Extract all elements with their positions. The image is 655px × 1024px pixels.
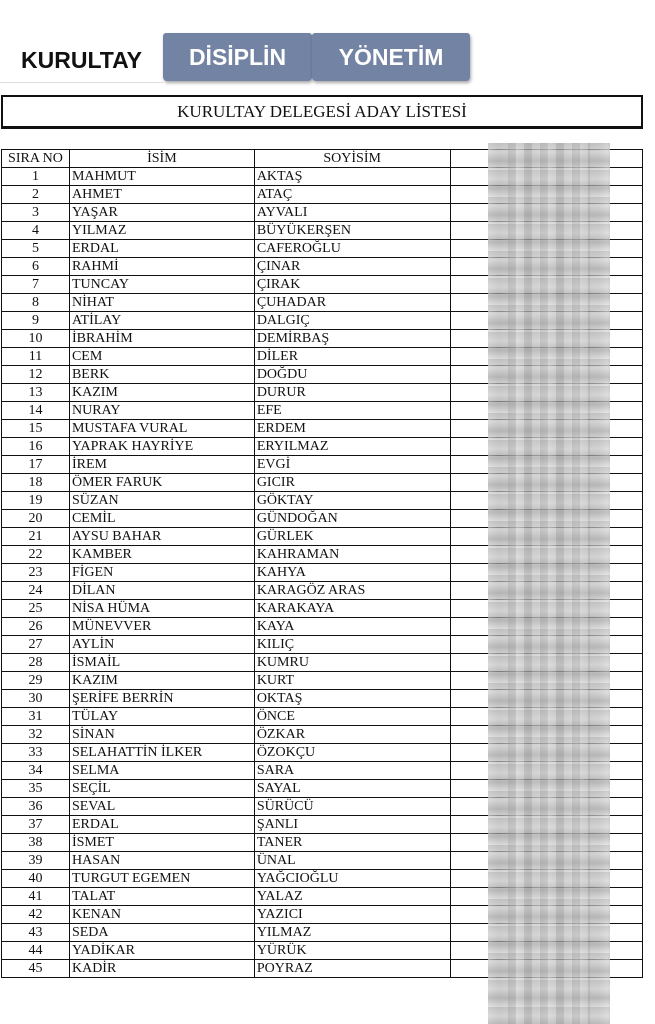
surname-cell: YILMAZ (254, 924, 450, 942)
first-name-cell: YAŞAR (69, 204, 254, 222)
row-number: 36 (2, 798, 70, 816)
surname-cell: ÖZOKÇU (254, 744, 450, 762)
row-number: 9 (2, 312, 70, 330)
surname-cell: KARAGÖZ ARAS (254, 582, 450, 600)
surname-cell: CAFEROĞLU (254, 240, 450, 258)
first-name-cell: AYLİN (69, 636, 254, 654)
surname-cell: ÇIRAK (254, 276, 450, 294)
surname-cell: KURT (254, 672, 450, 690)
surname-cell: EVGİ (254, 456, 450, 474)
first-name-cell: HASAN (69, 852, 254, 870)
surname-cell: TANER (254, 834, 450, 852)
surname-cell: KARAKAYA (254, 600, 450, 618)
surname-cell: GÜRLEK (254, 528, 450, 546)
row-number: 22 (2, 546, 70, 564)
first-name-cell: KAMBER (69, 546, 254, 564)
first-name-cell: ATİLAY (69, 312, 254, 330)
surname-cell: ÖNCE (254, 708, 450, 726)
tab-disiplin[interactable]: DİSİPLİN (163, 33, 312, 81)
first-name-cell: AHMET (69, 186, 254, 204)
surname-cell: ERDEM (254, 420, 450, 438)
first-name-cell: SEVAL (69, 798, 254, 816)
surname-cell: ÇUHADAR (254, 294, 450, 312)
row-number: 43 (2, 924, 70, 942)
column-header-surname: SOYİSİM (254, 150, 450, 168)
row-number: 6 (2, 258, 70, 276)
surname-cell: KAHYA (254, 564, 450, 582)
first-name-cell: TÜLAY (69, 708, 254, 726)
first-name-cell: KAZIM (69, 672, 254, 690)
first-name-cell: ERDAL (69, 816, 254, 834)
first-name-cell: SÜZAN (69, 492, 254, 510)
first-name-cell: YILMAZ (69, 222, 254, 240)
row-number: 40 (2, 870, 70, 888)
row-number: 27 (2, 636, 70, 654)
surname-cell: YAĞCIOĞLU (254, 870, 450, 888)
row-number: 42 (2, 906, 70, 924)
row-number: 31 (2, 708, 70, 726)
first-name-cell: SELMA (69, 762, 254, 780)
row-number: 2 (2, 186, 70, 204)
row-number: 19 (2, 492, 70, 510)
document-title: KURULTAY DELEGESİ ADAY LİSTESİ (1, 95, 643, 129)
surname-cell: ÇINAR (254, 258, 450, 276)
row-number: 1 (2, 168, 70, 186)
redacted-region (488, 143, 610, 1024)
first-name-cell: TUNCAY (69, 276, 254, 294)
surname-cell: YALAZ (254, 888, 450, 906)
row-number: 10 (2, 330, 70, 348)
first-name-cell: SİNAN (69, 726, 254, 744)
surname-cell: BÜYÜKERŞEN (254, 222, 450, 240)
row-number: 8 (2, 294, 70, 312)
row-number: 20 (2, 510, 70, 528)
first-name-cell: KAZIM (69, 384, 254, 402)
row-number: 21 (2, 528, 70, 546)
row-number: 12 (2, 366, 70, 384)
row-number: 44 (2, 942, 70, 960)
first-name-cell: NİSA HÜMA (69, 600, 254, 618)
row-number: 41 (2, 888, 70, 906)
row-number: 28 (2, 654, 70, 672)
first-name-cell: CEMİL (69, 510, 254, 528)
first-name-cell: İSMAİL (69, 654, 254, 672)
surname-cell: DALGIÇ (254, 312, 450, 330)
surname-cell: KAYA (254, 618, 450, 636)
surname-cell: DİLER (254, 348, 450, 366)
column-header-no: SIRA NO (2, 150, 70, 168)
first-name-cell: YAPRAK HAYRİYE (69, 438, 254, 456)
surname-cell: GÖKTAY (254, 492, 450, 510)
row-number: 30 (2, 690, 70, 708)
surname-cell: POYRAZ (254, 960, 450, 978)
row-number: 33 (2, 744, 70, 762)
surname-cell: ATAÇ (254, 186, 450, 204)
surname-cell: ERYILMAZ (254, 438, 450, 456)
row-number: 18 (2, 474, 70, 492)
column-header-name: İSİM (69, 150, 254, 168)
surname-cell: DOĞDU (254, 366, 450, 384)
surname-cell: KUMRU (254, 654, 450, 672)
first-name-cell: NURAY (69, 402, 254, 420)
first-name-cell: AYSU BAHAR (69, 528, 254, 546)
surname-cell: AKTAŞ (254, 168, 450, 186)
first-name-cell: İBRAHİM (69, 330, 254, 348)
surname-cell: YÜRÜK (254, 942, 450, 960)
row-number: 39 (2, 852, 70, 870)
tab-kurultay[interactable]: KURULTAY (0, 39, 163, 83)
first-name-cell: SEÇİL (69, 780, 254, 798)
row-number: 7 (2, 276, 70, 294)
row-number: 23 (2, 564, 70, 582)
row-number: 11 (2, 348, 70, 366)
row-number: 4 (2, 222, 70, 240)
first-name-cell: NİHAT (69, 294, 254, 312)
surname-cell: ÖZKAR (254, 726, 450, 744)
first-name-cell: MAHMUT (69, 168, 254, 186)
row-number: 26 (2, 618, 70, 636)
surname-cell: ÜNAL (254, 852, 450, 870)
surname-cell: AYVALI (254, 204, 450, 222)
row-number: 34 (2, 762, 70, 780)
row-number: 37 (2, 816, 70, 834)
row-number: 29 (2, 672, 70, 690)
row-number: 38 (2, 834, 70, 852)
row-number: 3 (2, 204, 70, 222)
first-name-cell: TURGUT EGEMEN (69, 870, 254, 888)
surname-cell: DEMİRBAŞ (254, 330, 450, 348)
row-number: 45 (2, 960, 70, 978)
row-number: 5 (2, 240, 70, 258)
surname-cell: OKTAŞ (254, 690, 450, 708)
surname-cell: SAYAL (254, 780, 450, 798)
first-name-cell: ÖMER FARUK (69, 474, 254, 492)
surname-cell: DURUR (254, 384, 450, 402)
surname-cell: SARA (254, 762, 450, 780)
surname-cell: KAHRAMAN (254, 546, 450, 564)
first-name-cell: SELAHATTİN İLKER (69, 744, 254, 762)
first-name-cell: ERDAL (69, 240, 254, 258)
row-number: 16 (2, 438, 70, 456)
row-number: 17 (2, 456, 70, 474)
row-number: 35 (2, 780, 70, 798)
first-name-cell: MÜNEVVER (69, 618, 254, 636)
first-name-cell: RAHMİ (69, 258, 254, 276)
first-name-cell: DİLAN (69, 582, 254, 600)
row-number: 24 (2, 582, 70, 600)
surname-cell: EFE (254, 402, 450, 420)
surname-cell: ŞANLI (254, 816, 450, 834)
first-name-cell: FİGEN (69, 564, 254, 582)
first-name-cell: CEM (69, 348, 254, 366)
first-name-cell: TALAT (69, 888, 254, 906)
tab-bar (0, 33, 655, 83)
first-name-cell: KENAN (69, 906, 254, 924)
row-number: 32 (2, 726, 70, 744)
first-name-cell: ŞERİFE BERRİN (69, 690, 254, 708)
first-name-cell: SEDA (69, 924, 254, 942)
surname-cell: KILIÇ (254, 636, 450, 654)
surname-cell: GÜNDOĞAN (254, 510, 450, 528)
first-name-cell: KADİR (69, 960, 254, 978)
row-number: 15 (2, 420, 70, 438)
surname-cell: GICIR (254, 474, 450, 492)
surname-cell: SÜRÜCÜ (254, 798, 450, 816)
first-name-cell: İREM (69, 456, 254, 474)
row-number: 13 (2, 384, 70, 402)
row-number: 25 (2, 600, 70, 618)
tab-yonetim[interactable]: YÖNETİM (312, 33, 470, 81)
first-name-cell: YADİKAR (69, 942, 254, 960)
first-name-cell: MUSTAFA VURAL (69, 420, 254, 438)
first-name-cell: BERK (69, 366, 254, 384)
surname-cell: YAZICI (254, 906, 450, 924)
first-name-cell: İSMET (69, 834, 254, 852)
row-number: 14 (2, 402, 70, 420)
